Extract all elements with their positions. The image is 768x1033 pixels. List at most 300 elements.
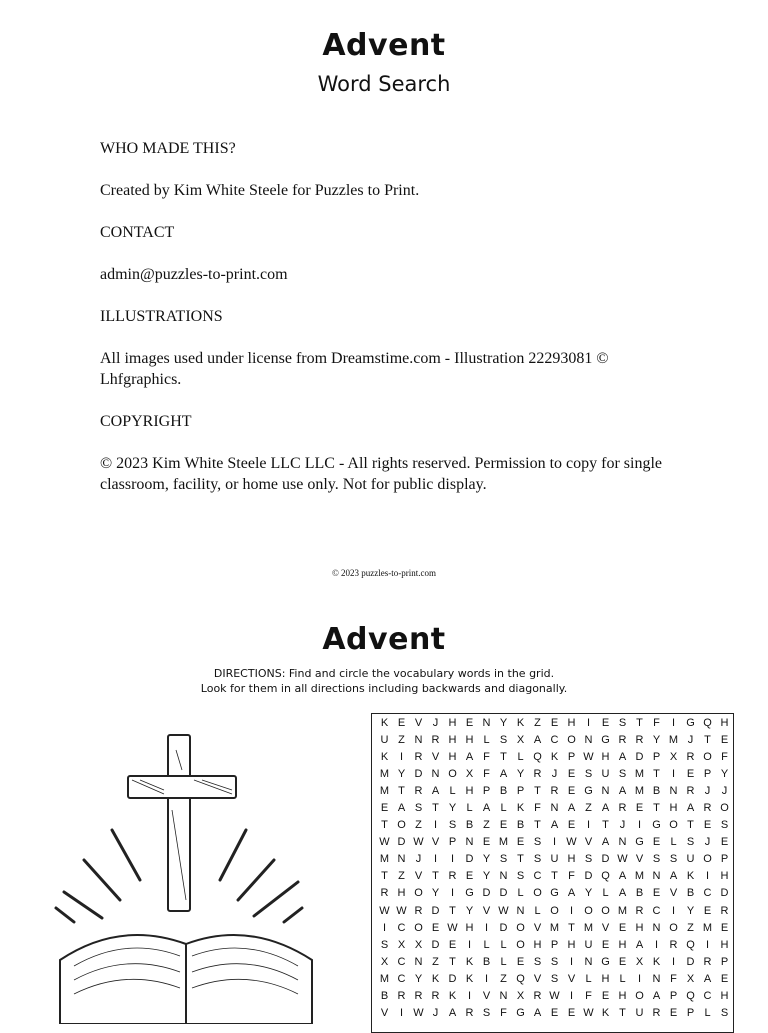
grid-letter[interactable]: N (584, 955, 593, 968)
grid-letter[interactable]: Y (499, 716, 508, 729)
grid-letter[interactable]: N (516, 904, 525, 917)
grid-letter[interactable]: S (669, 853, 678, 866)
grid-letter[interactable]: T (398, 784, 405, 797)
grid-letter[interactable]: N (465, 836, 474, 849)
grid-letter[interactable]: D (601, 853, 610, 866)
grid-letter[interactable]: E (380, 802, 389, 815)
grid-letter[interactable]: V (414, 716, 423, 729)
grid-letter[interactable]: H (720, 990, 729, 1003)
grid-letter[interactable]: O (550, 904, 559, 917)
grid-letter[interactable]: P (516, 784, 525, 797)
grid-letter[interactable]: F (534, 802, 541, 815)
grid-letter[interactable]: Y (720, 767, 729, 780)
grid-letter[interactable]: X (465, 767, 474, 780)
grid-letter[interactable]: U (601, 767, 610, 780)
grid-letter[interactable]: S (533, 853, 542, 866)
grid-letter[interactable]: L (483, 733, 490, 746)
grid-letter[interactable]: T (381, 870, 388, 883)
grid-letter[interactable]: V (431, 750, 440, 763)
grid-letter[interactable]: I (399, 750, 404, 763)
grid-letter[interactable]: N (652, 972, 661, 985)
grid-letter[interactable]: N (499, 990, 508, 1003)
grid-letter[interactable]: L (500, 955, 507, 968)
grid-letter[interactable]: F (653, 716, 660, 729)
grid-letter[interactable]: D (465, 853, 474, 866)
grid-letter[interactable]: R (669, 938, 678, 951)
grid-letter[interactable]: S (482, 1007, 491, 1020)
grid-letter[interactable]: I (637, 972, 642, 985)
grid-letter[interactable]: Y (652, 733, 661, 746)
grid-letter[interactable]: S (499, 733, 508, 746)
grid-letter[interactable]: H (465, 733, 474, 746)
grid-letter[interactable]: E (652, 887, 661, 900)
grid-letter[interactable]: L (466, 802, 473, 815)
grid-letter[interactable]: T (534, 784, 541, 797)
grid-letter[interactable]: E (720, 836, 729, 849)
grid-letter[interactable]: V (482, 990, 491, 1003)
grid-letter[interactable]: C (397, 921, 406, 934)
grid-letter[interactable]: Y (482, 870, 491, 883)
grid-letter[interactable]: N (397, 853, 406, 866)
grid-letter[interactable]: H (601, 750, 610, 763)
grid-letter[interactable]: M (379, 853, 390, 866)
grid-letter[interactable]: I (552, 836, 557, 849)
grid-letter[interactable]: W (379, 904, 390, 917)
grid-letter[interactable]: G (601, 733, 610, 746)
grid-letter[interactable]: Q (686, 938, 695, 951)
grid-letter[interactable]: R (720, 904, 729, 917)
grid-letter[interactable]: R (550, 784, 559, 797)
grid-letter[interactable]: H (397, 887, 406, 900)
grid-letter[interactable]: F (500, 1007, 507, 1020)
grid-letter[interactable]: Z (534, 716, 541, 729)
grid-letter[interactable]: J (721, 784, 728, 797)
grid-letter[interactable]: O (516, 938, 525, 951)
grid-letter[interactable]: M (634, 767, 645, 780)
grid-letter[interactable]: T (687, 819, 694, 832)
grid-letter[interactable]: A (397, 802, 406, 815)
grid-letter[interactable]: G (635, 836, 644, 849)
grid-letter[interactable]: D (720, 887, 729, 900)
grid-letter[interactable]: A (533, 1007, 542, 1020)
grid-letter[interactable]: B (635, 887, 644, 900)
grid-letter[interactable]: Y (397, 767, 406, 780)
grid-letter[interactable]: E (499, 819, 508, 832)
grid-letter[interactable]: D (499, 921, 508, 934)
grid-letter[interactable]: V (414, 870, 423, 883)
grid-letter[interactable]: E (397, 716, 406, 729)
grid-letter[interactable]: K (448, 990, 457, 1003)
grid-letter[interactable]: N (601, 784, 610, 797)
grid-letter[interactable]: N (618, 836, 627, 849)
grid-letter[interactable]: W (396, 904, 407, 917)
grid-letter[interactable]: O (448, 767, 457, 780)
grid-letter[interactable]: I (671, 904, 676, 917)
grid-letter[interactable]: B (652, 784, 661, 797)
grid-letter[interactable]: A (703, 972, 712, 985)
grid-letter[interactable]: H (601, 972, 610, 985)
grid-letter[interactable]: A (652, 990, 661, 1003)
grid-letter[interactable]: R (533, 990, 542, 1003)
grid-letter[interactable]: I (450, 887, 455, 900)
grid-letter[interactable]: Y (482, 853, 491, 866)
grid-letter[interactable]: Q (533, 750, 542, 763)
grid-letter[interactable]: O (635, 990, 644, 1003)
grid-letter[interactable]: E (550, 1007, 559, 1020)
grid-letter[interactable]: R (380, 887, 389, 900)
word-search-grid[interactable] (371, 713, 734, 1033)
grid-letter[interactable]: F (483, 750, 490, 763)
grid-letter[interactable]: L (670, 836, 677, 849)
grid-letter[interactable]: K (465, 972, 474, 985)
grid-letter[interactable]: N (550, 802, 559, 815)
grid-letter[interactable]: D (414, 767, 423, 780)
grid-letter[interactable]: O (584, 904, 593, 917)
grid-letter[interactable]: O (414, 887, 423, 900)
grid-letter[interactable]: U (686, 853, 695, 866)
grid-letter[interactable]: O (720, 802, 729, 815)
grid-letter[interactable]: D (431, 904, 440, 917)
grid-letter[interactable]: A (618, 887, 627, 900)
grid-letter[interactable]: L (602, 887, 609, 900)
grid-letter[interactable]: A (686, 802, 695, 815)
grid-letter[interactable]: R (703, 955, 712, 968)
grid-letter[interactable]: T (449, 955, 456, 968)
grid-letter[interactable]: O (567, 733, 576, 746)
grid-letter[interactable]: Q (516, 972, 525, 985)
grid-letter[interactable]: S (380, 938, 389, 951)
grid-letter[interactable]: Q (703, 716, 712, 729)
grid-letter[interactable]: E (720, 733, 729, 746)
grid-letter[interactable]: S (618, 716, 627, 729)
grid-letter[interactable]: K (380, 750, 389, 763)
grid-letter[interactable]: T (432, 870, 439, 883)
grid-letter[interactable]: X (669, 750, 678, 763)
grid-letter[interactable]: P (448, 836, 457, 849)
grid-letter[interactable]: R (533, 767, 542, 780)
grid-letter[interactable]: W (447, 921, 458, 934)
grid-letter[interactable]: U (584, 938, 593, 951)
grid-letter[interactable]: N (431, 767, 440, 780)
grid-letter[interactable]: V (669, 887, 678, 900)
grid-letter[interactable]: Z (687, 921, 694, 934)
grid-letter[interactable]: M (668, 733, 679, 746)
grid-letter[interactable]: L (449, 784, 456, 797)
grid-letter[interactable]: I (484, 921, 489, 934)
grid-letter[interactable]: J (687, 733, 694, 746)
grid-letter[interactable]: E (516, 955, 525, 968)
grid-letter[interactable]: B (499, 784, 508, 797)
grid-letter[interactable]: W (379, 836, 390, 849)
grid-letter[interactable]: P (703, 767, 712, 780)
grid-letter[interactable]: H (448, 750, 457, 763)
grid-letter[interactable]: F (568, 870, 575, 883)
grid-letter[interactable]: S (550, 972, 559, 985)
grid-letter[interactable]: H (465, 921, 474, 934)
grid-letter[interactable]: V (380, 1007, 389, 1020)
grid-letter[interactable]: I (467, 938, 472, 951)
grid-letter[interactable]: I (705, 938, 710, 951)
grid-letter[interactable]: N (669, 784, 678, 797)
grid-letter[interactable]: A (669, 870, 678, 883)
grid-letter[interactable]: E (635, 802, 644, 815)
grid-letter[interactable]: Q (686, 990, 695, 1003)
grid-letter[interactable]: I (671, 767, 676, 780)
grid-letter[interactable]: S (448, 819, 457, 832)
grid-letter[interactable]: R (431, 733, 440, 746)
grid-letter[interactable]: H (567, 716, 576, 729)
grid-letter[interactable]: C (397, 972, 406, 985)
grid-letter[interactable]: I (637, 819, 642, 832)
grid-letter[interactable]: H (669, 802, 678, 815)
grid-letter[interactable]: D (397, 836, 406, 849)
grid-letter[interactable]: S (533, 955, 542, 968)
grid-letter[interactable]: Q (601, 870, 610, 883)
grid-letter[interactable]: I (569, 904, 574, 917)
grid-letter[interactable]: W (583, 750, 594, 763)
grid-letter[interactable]: F (483, 767, 490, 780)
grid-letter[interactable]: R (397, 990, 406, 1003)
grid-letter[interactable]: K (652, 955, 661, 968)
grid-letter[interactable]: D (482, 887, 491, 900)
grid-letter[interactable]: H (567, 938, 576, 951)
grid-letter[interactable]: N (482, 716, 491, 729)
grid-letter[interactable]: H (720, 716, 729, 729)
grid-letter[interactable]: I (433, 853, 438, 866)
grid-letter[interactable]: E (669, 1007, 678, 1020)
grid-letter[interactable]: C (533, 870, 542, 883)
grid-letter[interactable]: S (618, 767, 627, 780)
grid-letter[interactable]: A (601, 836, 610, 849)
grid-letter[interactable]: N (652, 921, 661, 934)
grid-letter[interactable]: E (601, 990, 610, 1003)
grid-letter[interactable]: H (448, 716, 457, 729)
grid-letter[interactable]: G (516, 1007, 525, 1020)
grid-letter[interactable]: S (686, 836, 695, 849)
grid-letter[interactable]: O (397, 819, 406, 832)
grid-letter[interactable]: G (550, 887, 559, 900)
grid-letter[interactable]: M (549, 921, 560, 934)
grid-letter[interactable]: P (482, 784, 491, 797)
grid-letter[interactable]: C (550, 733, 559, 746)
grid-letter[interactable]: A (618, 750, 627, 763)
grid-letter[interactable]: Z (585, 802, 592, 815)
grid-letter[interactable]: D (448, 972, 457, 985)
grid-letter[interactable]: P (567, 750, 576, 763)
grid-letter[interactable]: V (533, 972, 542, 985)
grid-letter[interactable]: E (567, 784, 576, 797)
grid-letter[interactable]: P (686, 1007, 695, 1020)
grid-letter[interactable]: A (431, 784, 440, 797)
grid-letter[interactable]: R (414, 990, 423, 1003)
grid-letter[interactable]: J (704, 836, 711, 849)
grid-letter[interactable]: X (516, 990, 525, 1003)
grid-letter[interactable]: M (379, 784, 390, 797)
grid-letter[interactable]: H (533, 938, 542, 951)
grid-letter[interactable]: T (551, 870, 558, 883)
grid-letter[interactable]: U (635, 1007, 644, 1020)
grid-letter[interactable]: S (516, 870, 525, 883)
grid-letter[interactable]: Z (432, 955, 439, 968)
grid-letter[interactable]: G (584, 784, 593, 797)
grid-letter[interactable]: F (670, 972, 677, 985)
grid-letter[interactable]: I (399, 1007, 404, 1020)
grid-letter[interactable]: I (450, 853, 455, 866)
grid-letter[interactable]: O (414, 921, 423, 934)
grid-letter[interactable]: Y (516, 767, 525, 780)
grid-letter[interactable]: X (414, 938, 423, 951)
grid-letter[interactable]: T (432, 802, 439, 815)
grid-letter[interactable]: S (414, 802, 423, 815)
grid-letter[interactable]: P (652, 750, 661, 763)
grid-letter[interactable]: A (567, 802, 576, 815)
grid-letter[interactable]: V (431, 836, 440, 849)
grid-letter[interactable]: E (482, 836, 491, 849)
grid-letter[interactable]: A (618, 784, 627, 797)
grid-letter[interactable]: B (482, 955, 491, 968)
grid-letter[interactable]: W (549, 990, 560, 1003)
grid-letter[interactable]: H (465, 784, 474, 797)
grid-letter[interactable]: I (382, 921, 387, 934)
grid-letter[interactable]: C (703, 990, 712, 1003)
grid-letter[interactable]: I (671, 955, 676, 968)
grid-letter[interactable]: R (414, 904, 423, 917)
grid-letter[interactable]: R (686, 750, 695, 763)
grid-letter[interactable]: E (703, 819, 712, 832)
grid-letter[interactable]: A (448, 1007, 457, 1020)
grid-letter[interactable]: I (467, 990, 472, 1003)
grid-letter[interactable]: I (586, 819, 591, 832)
grid-letter[interactable]: E (686, 767, 695, 780)
grid-letter[interactable]: O (703, 853, 712, 866)
grid-letter[interactable]: X (686, 972, 695, 985)
grid-letter[interactable]: H (720, 938, 729, 951)
grid-letter[interactable]: I (484, 972, 489, 985)
grid-letter[interactable]: G (601, 955, 610, 968)
grid-letter[interactable]: D (584, 870, 593, 883)
grid-letter[interactable]: H (448, 733, 457, 746)
grid-letter[interactable]: E (465, 870, 474, 883)
grid-letter[interactable]: B (465, 819, 474, 832)
grid-letter[interactable]: R (431, 990, 440, 1003)
grid-letter[interactable]: W (498, 904, 509, 917)
grid-letter[interactable]: D (499, 887, 508, 900)
grid-letter[interactable]: T (534, 819, 541, 832)
grid-letter[interactable]: Y (465, 904, 474, 917)
grid-letter[interactable]: T (653, 802, 660, 815)
grid-letter[interactable]: Y (414, 972, 423, 985)
grid-letter[interactable]: P (720, 853, 729, 866)
grid-letter[interactable]: K (431, 972, 440, 985)
grid-letter[interactable]: X (397, 938, 406, 951)
grid-letter[interactable]: T (568, 921, 575, 934)
grid-letter[interactable]: A (550, 819, 559, 832)
grid-letter[interactable]: D (686, 955, 695, 968)
grid-letter[interactable]: M (634, 784, 645, 797)
grid-letter[interactable]: V (635, 853, 644, 866)
grid-letter[interactable]: T (636, 716, 643, 729)
grid-letter[interactable]: E (567, 1007, 576, 1020)
grid-letter[interactable]: R (686, 784, 695, 797)
grid-letter[interactable]: K (516, 802, 525, 815)
grid-letter[interactable]: N (499, 870, 508, 883)
grid-letter[interactable]: T (517, 853, 524, 866)
grid-letter[interactable]: P (720, 955, 729, 968)
grid-letter[interactable]: B (380, 990, 389, 1003)
grid-letter[interactable]: K (601, 1007, 610, 1020)
grid-letter[interactable]: R (652, 1007, 661, 1020)
grid-letter[interactable]: X (516, 733, 525, 746)
grid-letter[interactable]: J (704, 784, 711, 797)
grid-letter[interactable]: B (686, 887, 695, 900)
grid-letter[interactable]: V (567, 972, 576, 985)
grid-letter[interactable]: E (618, 955, 627, 968)
grid-letter[interactable]: R (414, 750, 423, 763)
grid-letter[interactable]: D (635, 750, 644, 763)
grid-letter[interactable]: I (433, 819, 438, 832)
grid-letter[interactable]: Z (398, 870, 405, 883)
grid-letter[interactable]: E (618, 921, 627, 934)
grid-letter[interactable]: N (414, 955, 423, 968)
grid-letter[interactable]: H (618, 938, 627, 951)
grid-letter[interactable]: J (551, 767, 558, 780)
grid-letter[interactable]: L (534, 904, 541, 917)
grid-letter[interactable]: M (583, 921, 594, 934)
grid-letter[interactable]: N (584, 733, 593, 746)
grid-letter[interactable]: C (397, 955, 406, 968)
grid-letter[interactable]: T (704, 733, 711, 746)
grid-letter[interactable]: L (704, 1007, 711, 1020)
grid-letter[interactable]: C (652, 904, 661, 917)
grid-letter[interactable]: S (584, 767, 593, 780)
grid-letter[interactable]: M (634, 870, 645, 883)
grid-letter[interactable]: T (381, 819, 388, 832)
grid-letter[interactable]: V (601, 921, 610, 934)
grid-letter[interactable]: Y (431, 887, 440, 900)
grid-letter[interactable]: V (584, 836, 593, 849)
grid-letter[interactable]: M (498, 836, 509, 849)
grid-letter[interactable]: H (618, 990, 627, 1003)
grid-letter[interactable]: S (550, 955, 559, 968)
grid-letter[interactable]: A (601, 802, 610, 815)
grid-letter[interactable]: Y (584, 887, 593, 900)
grid-letter[interactable]: T (653, 767, 660, 780)
grid-letter[interactable]: A (482, 802, 491, 815)
grid-letter[interactable]: J (432, 1007, 439, 1020)
grid-letter[interactable]: A (618, 870, 627, 883)
grid-letter[interactable]: Z (398, 733, 405, 746)
grid-letter[interactable]: K (550, 750, 559, 763)
grid-letter[interactable]: E (601, 716, 610, 729)
grid-letter[interactable]: S (652, 853, 661, 866)
grid-letter[interactable]: S (720, 819, 729, 832)
grid-letter[interactable]: O (516, 921, 525, 934)
grid-letter[interactable]: R (635, 733, 644, 746)
grid-letter[interactable]: M (379, 767, 390, 780)
grid-letter[interactable]: K (686, 870, 695, 883)
grid-letter[interactable]: R (635, 904, 644, 917)
grid-letter[interactable]: W (583, 1007, 594, 1020)
grid-letter[interactable]: A (465, 750, 474, 763)
grid-letter[interactable]: R (414, 784, 423, 797)
grid-letter[interactable]: R (448, 870, 457, 883)
grid-letter[interactable]: L (483, 938, 490, 951)
grid-letter[interactable]: M (379, 972, 390, 985)
grid-letter[interactable]: F (585, 990, 592, 1003)
grid-letter[interactable]: G (652, 819, 661, 832)
grid-letter[interactable]: J (432, 716, 439, 729)
grid-letter[interactable]: T (500, 750, 507, 763)
